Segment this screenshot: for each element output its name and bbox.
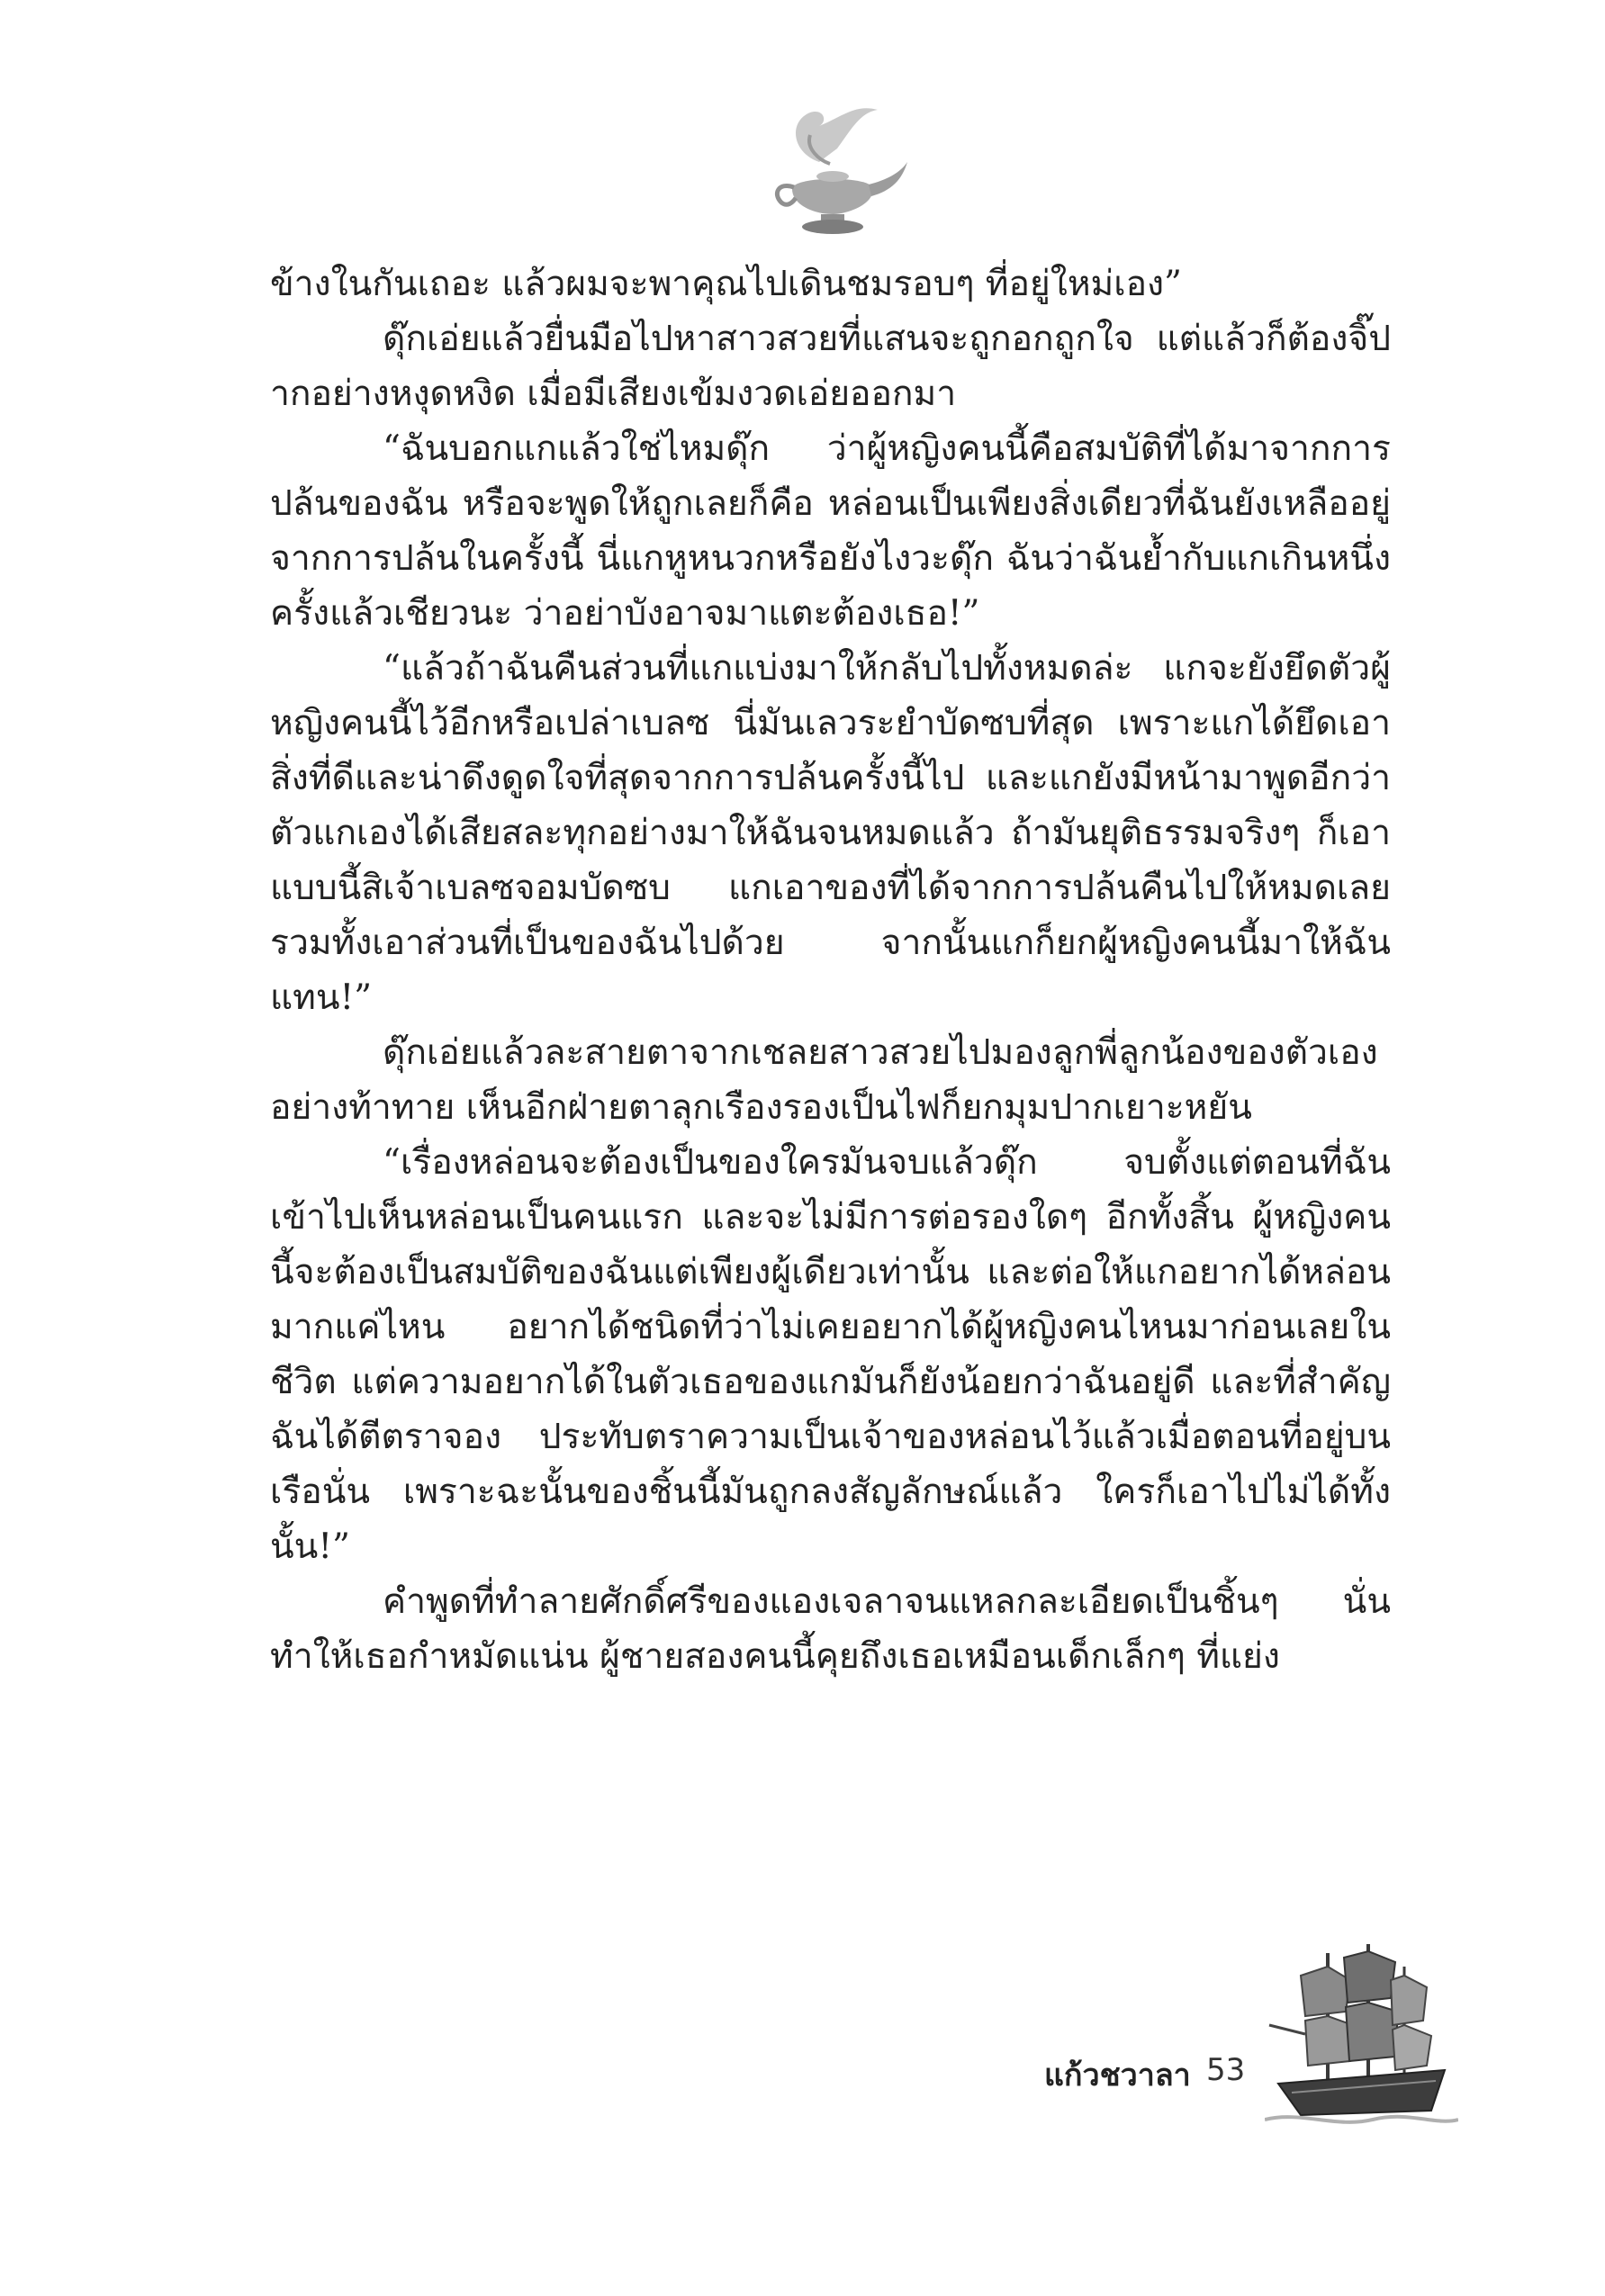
pirate-ship-icon xyxy=(1265,1935,1458,2133)
genie-lamp-icon xyxy=(756,99,909,243)
paragraph-4: “แล้วถ้าฉันคืนส่วนที่แกแบ่งมาให้กลับไปทั้งหมดล่ะ แกจะยังยึดตัวผู้หญิงคนนี้ไว้อีกหรือเปล่าเบลซ นี่มันเลวระยำบัดซบที่สุด เพราะแกได้ยึดเอาสิ่งที่ดีและน่าดึงดูดใจที่สุดจากการปล้นครั้งนี้ไป และแกยังมีหน้ามาพูดอีกว่าตัวแกเองได้เสียสละทุกอย่างมาให้ฉันจนหมดแล้ว ถ้ามันยุติธรรมจริงๆ ก็เอาแบบนี้สิเจ้าเบลซจอมบัดซบ แกเอาของที่ได้จากการปล้นคืนไปให้หมดเลย รวมทั้งเอาส่วนที่เป็นของฉันไปด้วย จากนั้นแกก็ยกผู้หญิงคนนี้มาให้ฉันแทน!” xyxy=(270,648,1391,1018)
book-title: แก้วชวาลา xyxy=(1044,2057,1191,2093)
paragraph-1: ข้างในกันเถอะ แล้วผมจะพาคุณไปเดินชมรอบๆ ที่อยู่ใหม่เอง” xyxy=(270,264,1182,304)
paragraph-6: “เรื่องหล่อนจะต้องเป็นของใครมันจบแล้วดุ๊ก จบตั้งแต่ตอนที่ฉันเข้าไปเห็นหล่อนเป็นคนแรก และจะไม่มีการต่อรองใดๆ อีกทั้งสิ้น ผู้หญิงคนนี้จะต้องเป็นสมบัติของฉันแต่เพียงผู้เดียวเท่านั้น และต่อให้แกอยากได้หล่อนมากแค่ไหน อยากได้ชนิดที่ว่าไม่เคยอยากได้ผู้หญิงคนไหนมาก่อนเลยในชีวิต แต่ความอยากได้ในตัวเธอของแกมันก็ยังน้อยกว่าฉันอยู่ดี และที่สำคัญ ฉันได้ตีตราจอง ประทับตราความเป็นเจ้าของหล่อนไว้แล้วเมื่อตอนที่อยู่บนเรือนั่น เพราะฉะนั้นของชิ้นนี้มันถูกลงสัญลักษณ์แล้ว ใครก็เอาไปไม่ได้ทั้งนั้น!” xyxy=(270,1142,1391,1567)
body-text xyxy=(270,257,1391,1684)
paragraph-2: ดุ๊กเอ่ยแล้วยื่นมือไปหาสาวสวยที่แสนจะถูกอกถูกใจ แต่แล้วก็ต้องจิ๊ปากอย่างหงุดหงิด เมื่อมีเสียงเข้มงวดเอ่ยออกมา xyxy=(270,319,1391,414)
page-number: 53 xyxy=(1206,2052,1246,2088)
paragraph-7: คำพูดที่ทำลายศักดิ์ศรีของแองเจลาจนแหลกละเอียดเป็นชิ้นๆ นั่นทำให้เธอกำหมัดแน่น ผู้ชายสองคนนี้คุยถึงเธอเหมือนเด็กเล็กๆ ที่แย่ง xyxy=(270,1581,1391,1677)
paragraph-3: “ฉันบอกแกแล้วใช่ไหมดุ๊ก ว่าผู้หญิงคนนี้คือสมบัติที่ได้มาจากการปล้นของฉัน หรือจะพูดให้ถูกเลยก็คือ หล่อนเป็นเพียงสิ่งเดียวที่ฉันยังเหลืออยู่จากการปล้นในครั้งนี้ นี่แกหูหนวกหรือยังไงวะดุ๊ก ฉันว่าฉันย้ำกับแกเกินหนึ่งครั้งแล้วเชียวนะ ว่าอย่าบังอาจมาแตะต้องเธอ!” xyxy=(270,428,1391,634)
paragraph-5: ดุ๊กเอ่ยแล้วละสายตาจากเชลยสาวสวยไปมองลูกพี่ลูกน้องของตัวเองอย่างท้าทาย เห็นอีกฝ่ายตาลุกเรืองรองเป็นไฟก็ยกมุมปากเยาะหยัน xyxy=(270,1032,1378,1128)
